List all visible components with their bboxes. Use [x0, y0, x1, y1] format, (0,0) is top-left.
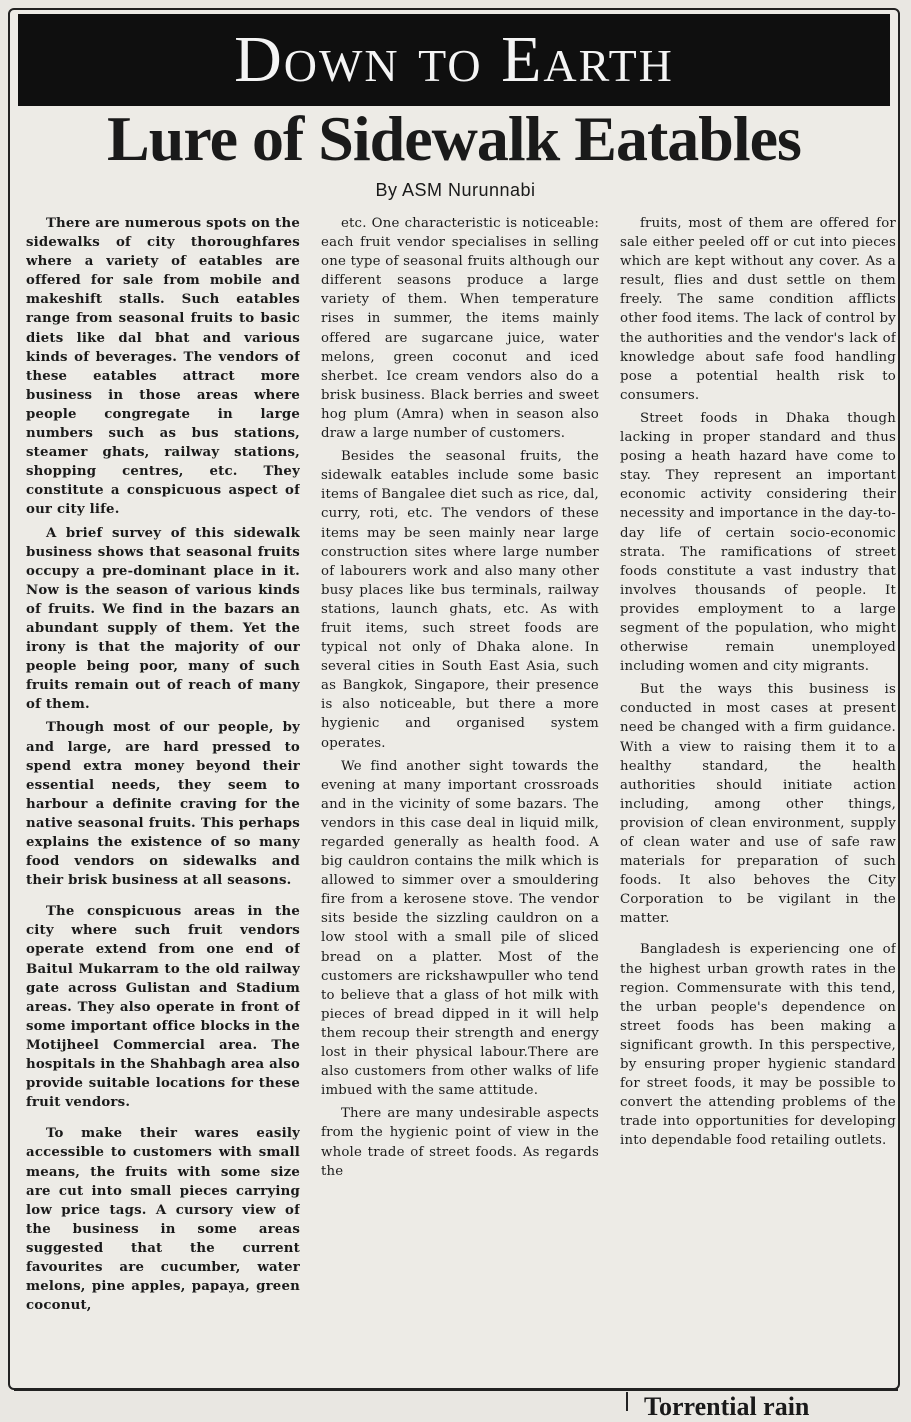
paragraph: But the ways this business is conducted in most cases at present need be changed with a firm guidance. With a view to raising them it to a healthy standard, the health authorities should initiate action including, among other things, provision of clean environment, supply of clean water and use of safe raw materials for preparation of such foods. It also behoves the City Corporation to be vigilant in the matter.: [620, 682, 896, 927]
column-divider: [626, 1392, 628, 1411]
paragraph: There are numerous spots on the sidewalks of city thoroughfares where a variety of eatables are offered for sale from mobile and makeshift stalls. Such eatables range from seasonal fruits to basic diets like dal bhat and various kinds of beverages. The vendors of these eatables attract more business in those areas where people congregate in large numbers such as bus stations, steamer ghats, railway stations, shopping centres, etc. They constitute a conspicuous aspect of our city life.: [26, 216, 300, 518]
section-kicker: Down to Earth: [18, 14, 890, 106]
adjacent-headline: Torrential rain: [644, 1392, 810, 1421]
byline: By ASM Nurunnabi: [375, 180, 536, 200]
column-1: [26, 214, 300, 1382]
column-3: [620, 214, 896, 1382]
paragraph: The conspicuous areas in the city where such fruit vendors operate extend from one end of Baitul Mukarram to the old railway gate across Gulistan and Stadium areas. They also operate in front of some important office blocks in the Motijheel Commercial area. The hospitals in the Shahbagh area also provide suitable locations for these fruit vendors.: [26, 904, 300, 1111]
column-2: [321, 214, 599, 1382]
paragraph: Besides the seasonal fruits, the sidewalk eatables include some basic items of Bangalee diet such as rice, dal, curry, roti, etc. The vendors of these items may be seen mainly near large construction sites where large number of labourers work and also many other busy places like bus terminals, railway stations, launch ghats, etc. As with fruit items, such street foods are typical not only of Dhaka alone. In several cities in South East Asia, such as Bangkok, Singapore, their presence is also noticeable, but there a more hygienic and organised system operates.: [321, 449, 599, 751]
paragraph: etc. One characteristic is noticeable: each fruit vendor specialises in selling one type of seasonal fruits although our different seasons produce a large variety of them. When temperature rises in summer, the items mainly offered are sugarcane juice, water melons, green coconut and iced sherbet. Ice cream vendors also do a brisk business. Black berries and sweet hog plum (Amra) when in season also draw a large number of customers.: [321, 216, 599, 442]
paragraph: Though most of our people, by and large, are hard pressed to spend extra money beyond their essential needs, they seem to harbour a definite craving for the native seasonal fruits. This perhaps explains the existence of so many food vendors on sidewalks and their brisk business at all seasons.: [26, 720, 300, 889]
paragraph: To make their wares easily accessible to customers with small means, the fruits with some size are cut into small pieces carrying low price tags. A cursory view of the business in some areas suggested that the current favourites are cucumber, water melons, pine apples, papaya, green coconut,: [26, 1126, 300, 1314]
article-body: [26, 214, 896, 1382]
bottom-rule: [14, 1388, 898, 1391]
paragraph: fruits, most of them are offered for sale either peeled off or cut into pieces which are kept without any cover. As a result, flies and dust settle on them freely. The same condition afflicts other food items. The lack of control by the authorities and the vendor's lack of knowledge about safe food handling pose a potential health risk to consumers.: [620, 216, 896, 403]
paragraph: We find another sight towards the evening at many important crossroads and in the vicinity of some bazars. The vendors in this case deal in liquid milk, regarded generally as health food. A big cauldron contains the milk which is allowed to simmer over a smouldering fire from a kerosene stove. The vendor sits beside the sizzling cauldron on a low stool with a small pile of sliced bread on a platter. Most of the customers are rickshawpuller who tend to believe that a glass of hot milk with pieces of bread dipped in it will help them recoup their strength and energy lost in their physical labour.There are also customers from other walks of life imbued with the same attitude.: [321, 758, 599, 1099]
paragraph: A brief survey of this sidewalk business shows that seasonal fruits occupy a pre-dominant place in it. Now is the season of various kinds of fruits. We find in the bazars an abundant supply of them. Yet the irony is that the majority of our people being poor, many of such fruits remain out of reach of many of them.: [26, 525, 300, 713]
paragraph: Bangladesh is experiencing one of the highest urban growth rates in the region. Commensurate with this tend, the urban people's dependence on street foods has been making a significant growth. In this perspective, by ensuring proper hygienic standard for street foods, it may be possible to convert the attending problems of the trade into opportunities for developing into dependable food retailing outlets.: [620, 942, 896, 1149]
paragraph: Street foods in Dhaka though lacking in proper standard and thus posing a heath hazard have come to stay. They represent an important economic activity considering their necessity and importance in the day-to-day life of certain socio-economic strata. The ramifications of street foods constitute a vast industry that involves thousands of people. It provides employment to a large segment of the population, who might otherwise remain unemployed including women and city migrants.: [620, 410, 896, 675]
paragraph: There are many undesirable aspects from the hygienic point of view in the whole trade of street foods. As regards the: [321, 1106, 599, 1179]
article-headline: Lure of Sidewalk Eatables: [107, 103, 801, 174]
